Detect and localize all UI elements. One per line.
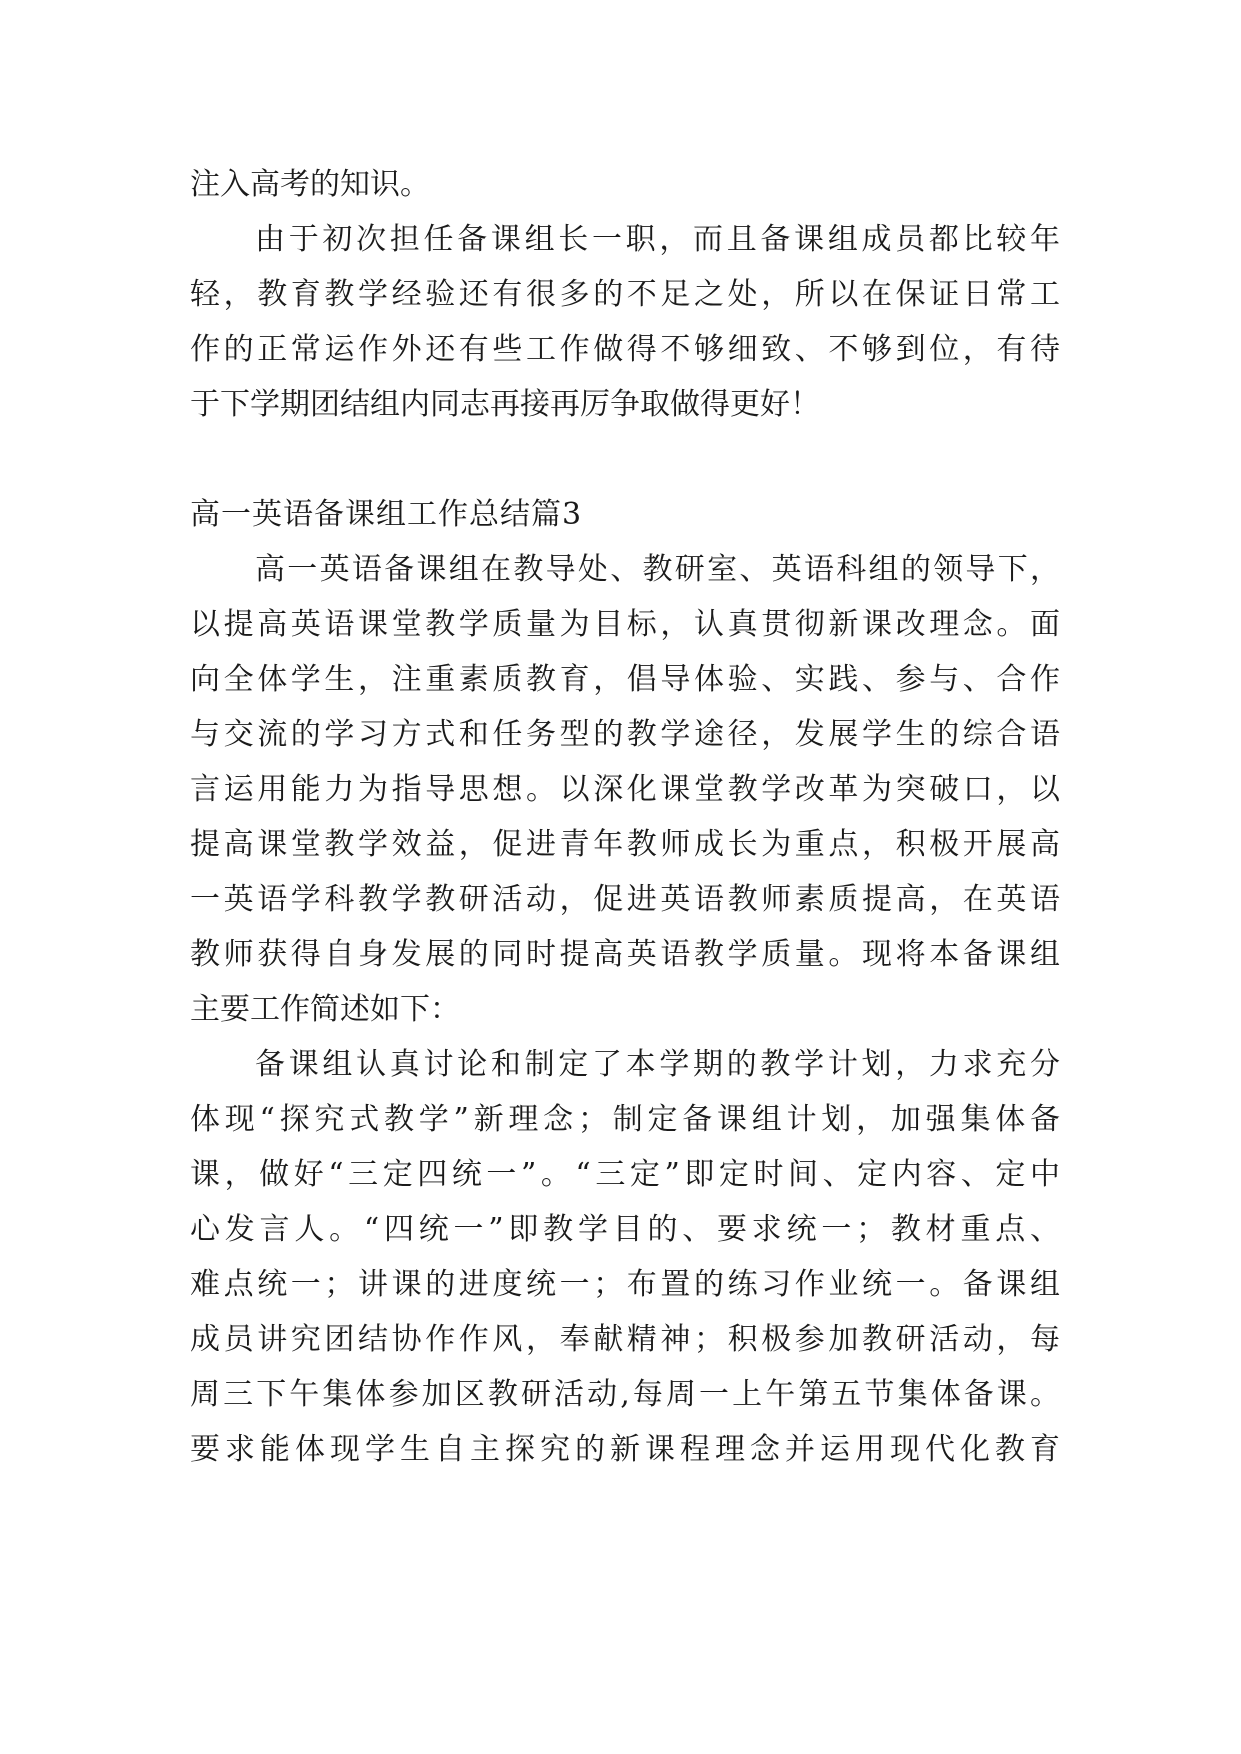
text-line: 周三下午集体参加区教研活动,每周一上午第五节集体备课。 bbox=[190, 1377, 1060, 1412]
text-line: 向全体学生，注重素质教育，倡导体验、实践、参与、合作 bbox=[190, 662, 1060, 697]
text-line: 提高课堂教学效益，促进青年教师成长为重点，积极开展高 bbox=[190, 827, 1060, 862]
text-line: 作的正常运作外还有些工作做得不够细致、不够到位，有待 bbox=[190, 332, 1060, 367]
text-line: 注入高考的知识。 bbox=[190, 167, 430, 202]
text-line: 于下学期团结组内同志再接再厉争取做得更好！ bbox=[190, 387, 820, 422]
text-line: 以提高英语课堂教学质量为目标，认真贯彻新课改理念。面 bbox=[190, 607, 1060, 642]
text-line: 言运用能力为指导思想。以深化课堂教学改革为突破口，以 bbox=[190, 772, 1060, 807]
text-line: 心发言人。“四统一”即教学目的、要求统一；教材重点、 bbox=[190, 1212, 1060, 1247]
paragraph-first-line: 高一英语备课组在教导处、教研室、英语科组的领导下， bbox=[255, 552, 1060, 587]
text-line: 课，做好“三定四统一”。“三定”即定时间、定内容、定中 bbox=[190, 1157, 1060, 1192]
paragraph-first-line: 备课组认真讨论和制定了本学期的教学计划，力求充分 bbox=[255, 1047, 1060, 1082]
paragraph-first-line: 由于初次担任备课组长一职，而且备课组成员都比较年 bbox=[255, 222, 1060, 257]
section-heading: 高一英语备课组工作总结篇3 bbox=[190, 497, 583, 532]
text-line: 体现“探究式教学”新理念；制定备课组计划，加强集体备 bbox=[190, 1102, 1060, 1137]
text-line: 与交流的学习方式和任务型的教学途径，发展学生的综合语 bbox=[190, 717, 1060, 752]
text-line: 教师获得自身发展的同时提高英语教学质量。现将本备课组 bbox=[190, 937, 1060, 972]
text-line: 要求能体现学生自主探究的新课程理念并运用现代化教育 bbox=[190, 1432, 1060, 1467]
text-line: 主要工作简述如下： bbox=[190, 992, 460, 1027]
text-line: 轻，教育教学经验还有很多的不足之处，所以在保证日常工 bbox=[190, 277, 1060, 312]
text-line: 一英语学科教学教研活动，促进英语教师素质提高，在英语 bbox=[190, 882, 1060, 917]
text-line: 难点统一；讲课的进度统一；布置的练习作业统一。备课组 bbox=[190, 1267, 1060, 1302]
text-line: 成员讲究团结协作作风，奉献精神；积极参加教研活动，每 bbox=[190, 1322, 1060, 1357]
